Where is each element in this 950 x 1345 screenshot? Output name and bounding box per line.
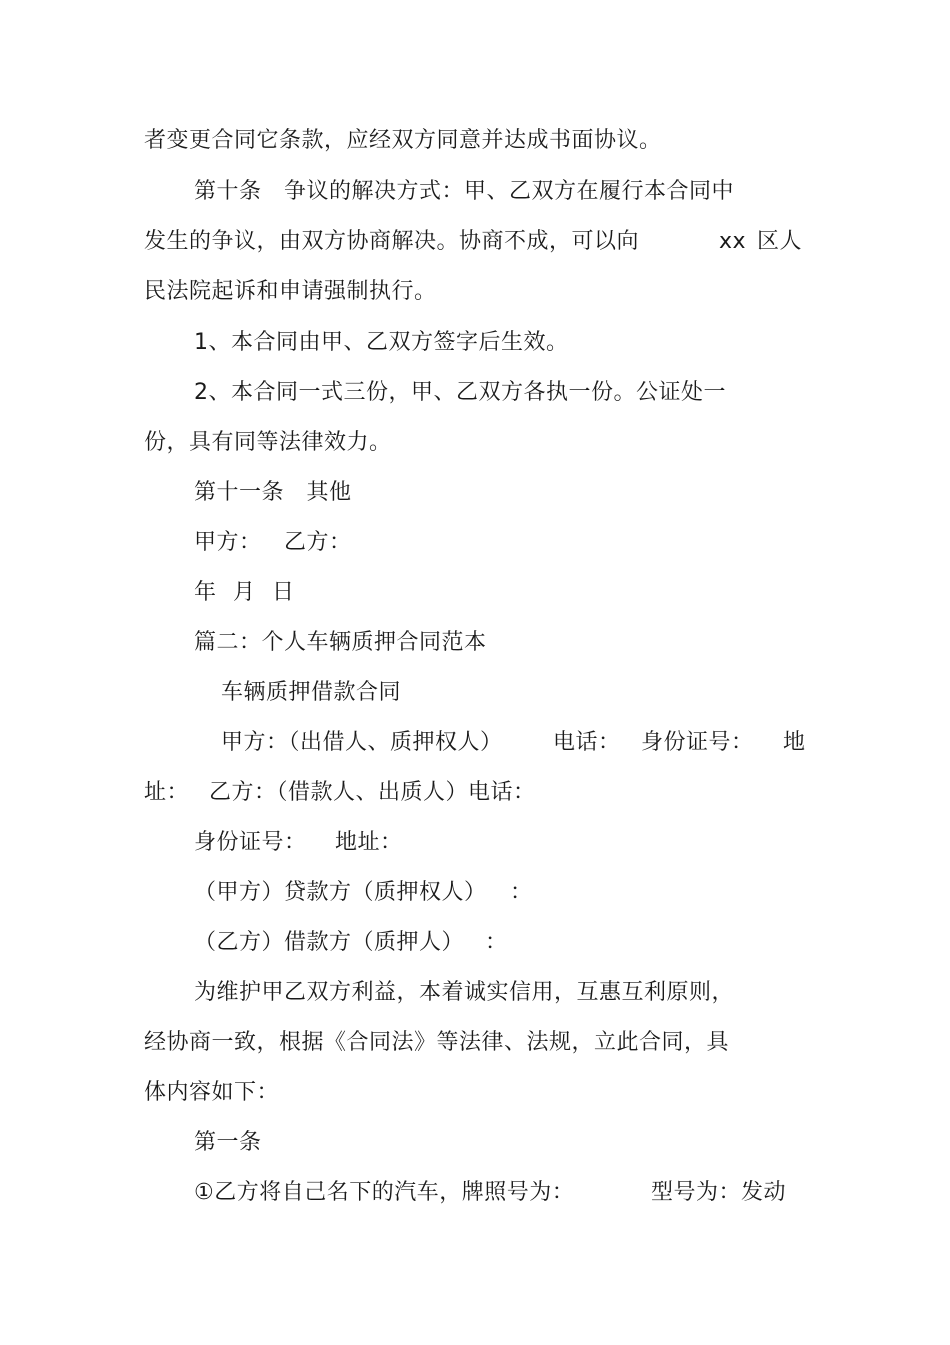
party-a-info: 甲方：（出借人、质押权人） xyxy=(221,730,503,755)
party-b-info: 乙方：（借款人、出质人）电话： xyxy=(209,780,536,805)
model-label: 型号为：发动 xyxy=(651,1180,787,1205)
article-ten-heading: 第十条 争议的解决方式：甲、乙双方在履行本合同中 xyxy=(194,179,735,204)
text-line: 体内容如下： xyxy=(144,1080,280,1105)
text-line: 份，具有同等法律效力。 xyxy=(144,430,392,455)
date-day: 日 xyxy=(272,580,295,605)
id-number-label: 身份证号： xyxy=(194,830,307,855)
text-line: 经协商一致，根据《合同法》等法律、法规，立此合同，具 xyxy=(144,1030,730,1055)
contract-title: 车辆质押借款合同 xyxy=(221,680,402,705)
text-line: 者变更合同它条款，应经双方同意并达成书面协议。 xyxy=(144,128,662,153)
date-month: 月 xyxy=(233,580,256,605)
id-number-label: 身份证号： xyxy=(641,730,754,755)
text-line: 民法院起诉和申请强制执行。 xyxy=(144,279,437,304)
article-one-heading: 第一条 xyxy=(194,1130,262,1155)
clause-item: ①乙方将自己名下的汽车，牌照号为： xyxy=(194,1180,575,1205)
text-fragment: xx xyxy=(719,229,747,254)
address-label-part: 地 xyxy=(783,730,806,755)
borrower-label: （乙方）借款方（质押人） xyxy=(194,930,465,955)
party-b-label: 乙方： xyxy=(284,530,352,555)
clause-item: 2、本合同一式三份，甲、乙双方各执一份。公证处一 xyxy=(194,380,726,405)
date-year: 年 xyxy=(194,580,217,605)
colon: ： xyxy=(510,880,533,905)
text-line: 发生的争议，由双方协商解决。协商不成，可以向 xyxy=(144,229,640,254)
address-label: 地址： xyxy=(335,830,403,855)
party-a-label: 甲方： xyxy=(194,530,262,555)
text-fragment: 区人 xyxy=(757,229,803,254)
text-line: 为维护甲乙双方利益，本着诚实信用，互惠互利原则， xyxy=(194,980,735,1005)
section-heading: 篇二：个人车辆质押合同范本 xyxy=(194,630,487,655)
phone-label: 电话： xyxy=(553,730,621,755)
lender-label: （甲方）贷款方（质押权人） xyxy=(194,880,487,905)
article-eleven-heading: 第十一条 其他 xyxy=(194,480,352,505)
address-label-part: 址： xyxy=(144,780,190,805)
clause-item: 1、本合同由甲、乙双方签字后生效。 xyxy=(194,330,569,355)
colon: ： xyxy=(485,930,508,955)
